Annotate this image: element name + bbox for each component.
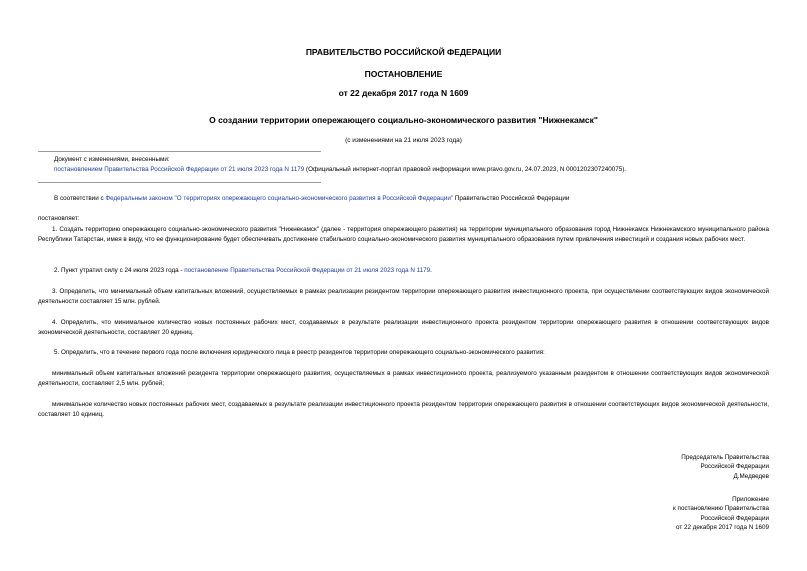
paragraph-5a: минимальный объем капитальных вложений резидента территории опережающего развития, осуществляемых в рамках инвестиционного проекта, реализуемого указанным резидентом в отношении соответствующих видов экономической деятельности, составляет 2,5 млн. рублей; <box>38 370 769 387</box>
federal-law-link[interactable]: Федеральным законом "О территориях опережающего социально-экономического развития в Российской Федерации" <box>105 195 454 202</box>
preamble <box>54 194 569 204</box>
paragraph-2-end: . <box>430 267 432 274</box>
paragraph-2 <box>54 266 432 276</box>
appendix-block <box>673 495 769 533</box>
amendment-link[interactable]: постановлением Правительства Российской Федерации от 21 июля 2023 года N 1179 <box>54 166 305 173</box>
appendix-ref: к постановлению Правительства <box>673 505 769 513</box>
signature-name: Д.Медведев <box>733 472 769 480</box>
doc-date: от 22 декабря 2017 года N 1609 <box>338 88 469 98</box>
appendix-date: от 22 декабря 2017 года N 1609 <box>675 524 769 532</box>
appendix-org: Российской Федерации <box>700 514 769 522</box>
document-title: О создании территории опережающего социально-экономического развития "Нижнекамск" <box>209 115 598 125</box>
decides-label: постановляет: <box>38 215 80 222</box>
paragraph-2-text: 2. Пункт утратил силу с 24 июля 2023 года - <box>54 267 185 274</box>
signature-org: Российской Федерации <box>700 463 769 471</box>
amendment-source: (Официальный интернет-портал правовой информации www.pravo.gov.ru, 24.07.2023, N 0001202307240075). <box>304 166 627 173</box>
preamble-pre: В соответствии с <box>54 195 106 202</box>
doc-type-heading: ПОСТАНОВЛЕНИЕ <box>364 69 443 79</box>
changes-note: (с изменениями на 21 июля 2023 года) <box>345 137 462 144</box>
paragraph-3: 3. Определить, что минимальный объем капитальных вложений, осуществляемых в рамках реализации резидентом территории опережающего развития инвестиционного проекта, при осуществлении соответствующих видов экономической деятельности составляет 15 млн. рублей. <box>38 288 769 305</box>
paragraph-5b: минимальное количество новых постоянных рабочих мест, создаваемых в результате реализации инвестиционного проекта резидентом территории опережающего развития в отношении соответствующих видов экономической деятельности, составляет 10 единиц. <box>38 401 769 418</box>
divider-top <box>38 151 321 152</box>
paragraph-1: 1. Создать территорию опережающего социально-экономического развития "Нижнекамск" (далее - территория опережающего развития) на территории муниципального образования город Нижнекамск Нижнекамского муниципального района Республики Татарстан, имея в виду, что ее функционирование будет обеспечивать достижение стабильного социально-экономического развития муниципального образования путем привлечения инвестиций и создания новых рабочих мест. <box>38 226 769 243</box>
paragraph-5: 5. Определить, что в течение первого года после включения юридического лица в реестр резидентов территории опережающего социально-экономического развития: <box>54 349 545 356</box>
paragraph-4: 4. Определить, что минимальное количество новых постоянных рабочих мест, создаваемых в результате реализации инвестиционного проекта резидентом территории опережающего развития в отношении соответствующих видов экономической деятельности, составляет 20 единиц. <box>38 319 769 336</box>
signature-block <box>681 453 769 481</box>
appendix-label: Приложение <box>732 496 769 503</box>
signature-title: Председатель Правительства <box>681 454 769 461</box>
amendments-line <box>54 165 626 175</box>
amendments-label: Документ с изменениями, внесенными: <box>54 156 170 163</box>
preamble-post: Правительство Российской Федерации <box>453 195 570 202</box>
repeal-link[interactable]: постановление Правительства Российской Федерации от 21 июля 2023 года N 1179 <box>184 267 431 274</box>
org-heading: ПРАВИТЕЛЬСТВО РОССИЙСКОЙ ФЕДЕРАЦИИ <box>305 47 502 57</box>
divider-bottom <box>38 182 321 183</box>
